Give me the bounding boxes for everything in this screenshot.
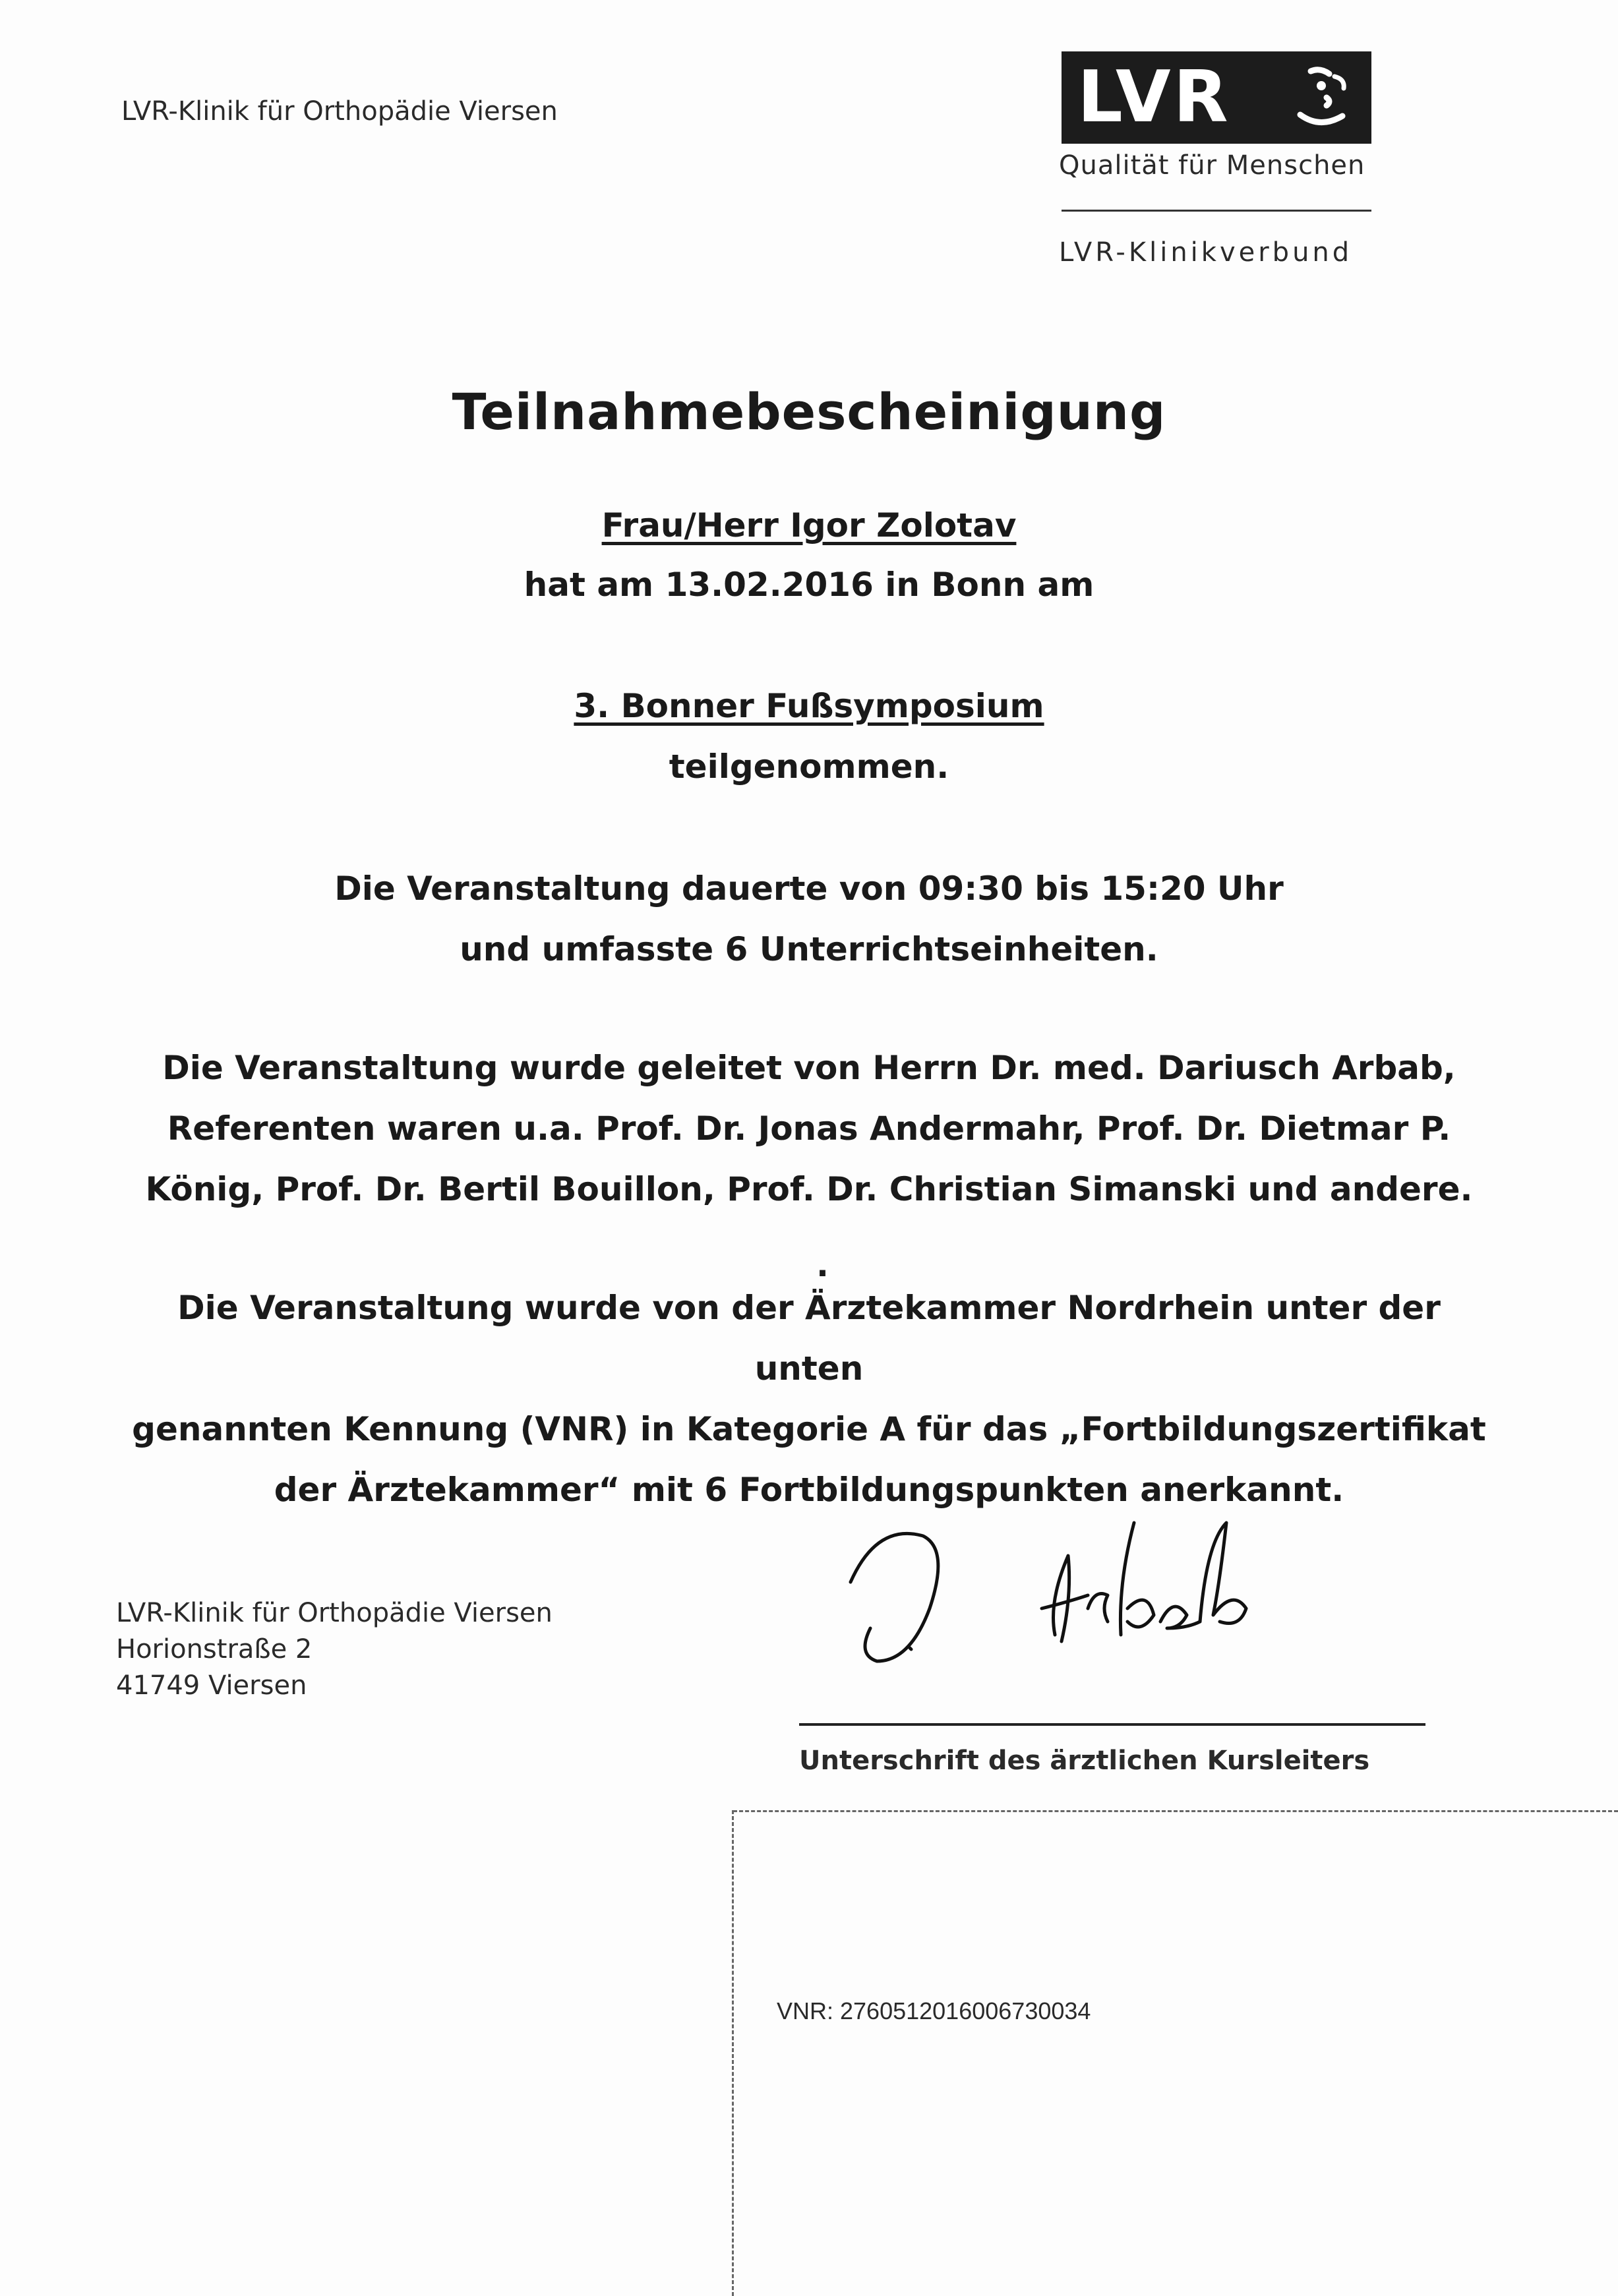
leaders-line: Referenten waren u.a. Prof. Dr. Jonas Andermahr, Prof. Dr. Dietmar P.	[167, 1109, 1451, 1148]
logo-tagline: Qualität für Menschen	[1059, 150, 1365, 181]
lvr-logo	[1062, 51, 1371, 144]
clinic-name: LVR-Klinik für Orthopädie Viersen	[121, 96, 558, 127]
vnr-number: VNR: 2760512016006730034	[777, 1997, 1091, 2024]
date-location-line: hat am 13.02.2016 in Bonn am	[524, 566, 1094, 604]
leaders-paragraph	[119, 1038, 1499, 1220]
separator-dot: .	[816, 1246, 829, 1284]
accreditation-line: Die Veranstaltung wurde von der Ärztekammer Nordrhein unter der unten	[177, 1289, 1441, 1388]
event-name: 3. Bonner Fußsymposium	[574, 687, 1044, 725]
address-line: LVR-Klinik für Orthopädie Viersen	[116, 1598, 553, 1628]
smiley-face-icon	[1291, 63, 1357, 132]
signature-line	[799, 1723, 1425, 1726]
accreditation-line: genannten Kennung (VNR) in Kategorie A für das „Fortbildungszertifikat	[132, 1410, 1486, 1448]
vnr-box-top-border	[733, 1810, 1618, 1812]
vnr-box-left-border	[732, 1810, 734, 2296]
address-line: 41749 Viersen	[116, 1670, 307, 1701]
logo-divider	[1062, 210, 1371, 212]
logo-text: LVR	[1077, 56, 1231, 138]
logo-subline: LVR-Klinikverbund	[1059, 237, 1353, 268]
address-line: Horionstraße 2	[116, 1634, 313, 1664]
participated-line: teilgenommen.	[669, 748, 949, 786]
duration-paragraph	[119, 858, 1499, 980]
leaders-line: Die Veranstaltung wurde geleitet von Herrn Dr. med. Dariusch Arbab,	[162, 1049, 1456, 1087]
duration-line: Die Veranstaltung dauerte von 09:30 bis 15:20 Uhr	[334, 869, 1284, 908]
address-block	[116, 1595, 553, 1704]
leaders-line: König, Prof. Dr. Bertil Bouillon, Prof. Dr. Christian Simanski und andere.	[145, 1170, 1473, 1208]
participant-name: Frau/Herr Igor Zolotav	[601, 506, 1017, 545]
handwritten-signature	[844, 1510, 1279, 1681]
document-title: Teilnahmebescheinigung	[452, 382, 1166, 441]
signature-label: Unterschrift des ärztlichen Kursleiters	[799, 1746, 1370, 1776]
accreditation-line: der Ärztekammer“ mit 6 Fortbildungspunkten anerkannt.	[274, 1471, 1344, 1509]
duration-line: und umfasste 6 Unterrichtseinheiten.	[460, 930, 1158, 968]
accreditation-paragraph	[119, 1278, 1499, 1520]
